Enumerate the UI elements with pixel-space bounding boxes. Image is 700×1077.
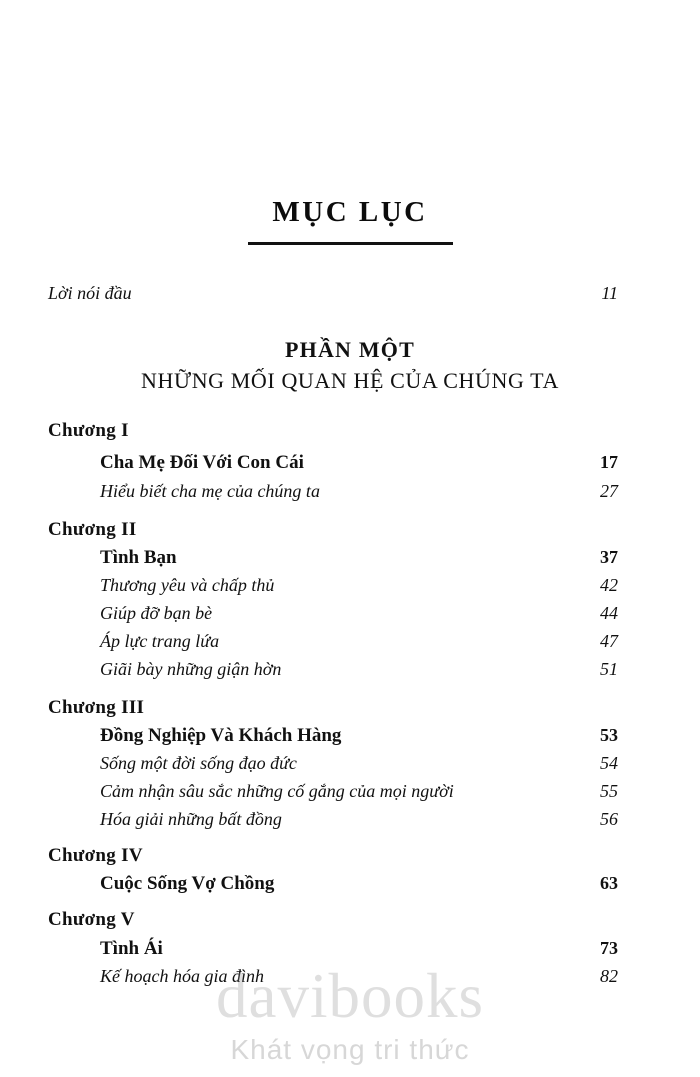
toc-entry-label: Lời nói đầu: [48, 283, 132, 303]
toc-entry: [100, 575, 628, 596]
chapter-heading-label: Chương II: [48, 519, 137, 540]
toc-entry: [100, 547, 628, 569]
watermark-brand: davibooks: [216, 961, 484, 1031]
chapter-heading-4: [48, 845, 628, 867]
toc-entry-page: 17: [600, 452, 618, 472]
toc-entry: [100, 809, 628, 830]
chapter-heading-label: Chương V: [48, 909, 135, 930]
toc-entry-page: 73: [600, 938, 618, 958]
toc-entry-page: 54: [600, 753, 618, 773]
toc-entry: [100, 481, 628, 502]
toc-entry-label: Sống một đời sống đạo đức: [100, 753, 297, 773]
toc-entry-label: Cảm nhận sâu sắc những cố gắng của mọi người: [100, 781, 454, 801]
toc-entry-label: Hiểu biết cha mẹ của chúng ta: [100, 481, 320, 501]
toc-entry-label: Kế hoạch hóa gia đình: [100, 966, 264, 986]
toc-entry: [100, 603, 628, 624]
toc-entry-page: 63: [600, 873, 618, 893]
part-heading-line-2: NHỮNG MỐI QUAN HỆ CỦA CHÚNG TA: [141, 368, 559, 393]
toc-entry-label: Hóa giải những bất đồng: [100, 809, 282, 829]
toc-entry-label: Đồng Nghiệp Và Khách Hàng: [100, 725, 342, 746]
toc-entry: [100, 781, 628, 802]
page-title: [0, 196, 700, 229]
toc-entry-page: 44: [600, 603, 618, 623]
toc-entry-label: Giúp đỡ bạn bè: [100, 603, 213, 623]
toc-entry: [100, 873, 628, 895]
watermark-tagline: Khát vọng tri thức: [230, 1034, 470, 1065]
toc-entry-page: 51: [600, 659, 618, 679]
toc-entry: [100, 938, 628, 960]
chapter-heading-2: [48, 519, 628, 541]
chapter-heading-label: Chương III: [48, 697, 145, 718]
toc-entry-page: 42: [600, 575, 618, 595]
toc-entry: [100, 753, 628, 774]
toc-entry-label: Áp lực trang lứa: [100, 631, 220, 651]
toc-entry-label: Cuộc Sống Vợ Chồng: [100, 873, 275, 894]
toc-entry-label: Thương yêu và chấp thủ: [100, 575, 275, 595]
toc-entry-page: 47: [600, 631, 618, 651]
toc-entry: [100, 725, 628, 747]
toc-entry-label: Cha Mẹ Đối Với Con Cái: [100, 452, 304, 473]
chapter-heading-label: Chương I: [48, 420, 129, 441]
toc-entry: [100, 659, 628, 680]
chapter-heading-1: [48, 420, 628, 442]
page-title-text: MỤC LỤC: [272, 196, 428, 228]
toc-entry-label: Tình Bạn: [100, 547, 177, 568]
toc-entry-label: Giãi bày những giận hờn: [100, 659, 282, 679]
chapter-heading-3: [48, 697, 628, 719]
toc-entry-preface: [48, 283, 628, 304]
toc-entry-page: 55: [600, 781, 618, 801]
title-divider: [248, 242, 453, 245]
toc-entry: [100, 966, 628, 987]
toc-entry-page: 53: [600, 725, 618, 745]
chapter-heading-label: Chương IV: [48, 845, 143, 866]
toc-entry-label: Tình Ái: [100, 938, 163, 959]
toc-entry-page: 11: [601, 283, 618, 303]
toc-entry-page: 27: [600, 481, 618, 501]
toc-entry: [100, 631, 628, 652]
toc-entry: [100, 452, 628, 474]
chapter-heading-5: [48, 909, 628, 931]
toc-entry-page: 82: [600, 966, 618, 986]
toc-entry-page: 37: [600, 547, 618, 567]
toc-entry-page: 56: [600, 809, 618, 829]
part-heading-line-1: PHẦN MỘT: [285, 337, 415, 362]
